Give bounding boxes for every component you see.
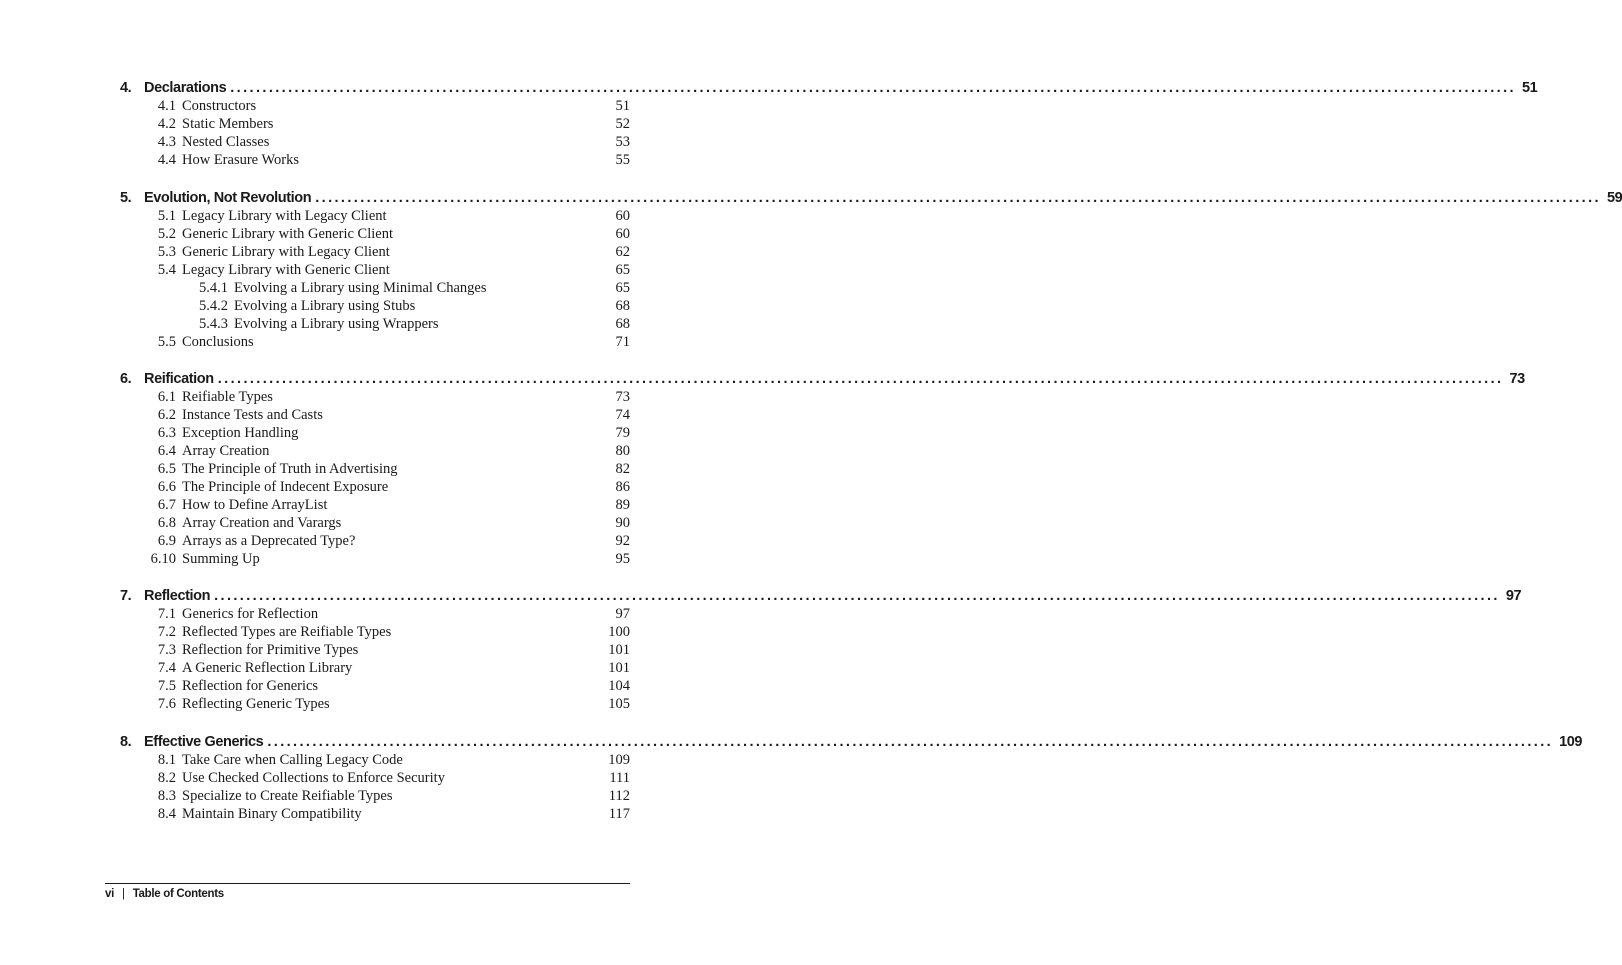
dot-leader: ........................................................................................................................................................................................................ <box>214 588 1500 604</box>
section-page-number: 109 <box>608 752 630 768</box>
section-entry[interactable] <box>120 389 630 407</box>
section-page-number: 95 <box>615 551 630 567</box>
section-number: 6.10 <box>150 551 176 567</box>
section-title: Reflecting Generic Types <box>182 696 330 712</box>
section-page-number: 53 <box>615 134 630 150</box>
chapter-page-number: 97 <box>1505 588 1522 604</box>
section-page-number: 92 <box>615 533 630 549</box>
chapter-entry <box>120 190 1622 352</box>
section-entry[interactable] <box>120 407 630 425</box>
chapter-entry <box>120 734 1583 824</box>
section-number: 8.1 <box>157 752 176 768</box>
section-number: 6.6 <box>157 479 176 495</box>
section-title: Maintain Binary Compatibility <box>182 806 362 822</box>
chapter-number: 4. <box>120 80 132 96</box>
section-title: Evolving a Library using Minimal Changes <box>234 280 487 296</box>
section-entry[interactable] <box>120 806 630 824</box>
section-entry[interactable] <box>120 152 630 170</box>
section-title: Conclusions <box>182 334 254 350</box>
section-title: Generics for Reflection <box>182 606 319 622</box>
chapter-number: 6. <box>120 371 132 387</box>
section-entry[interactable] <box>120 479 630 497</box>
section-entry[interactable] <box>120 497 630 515</box>
section-title: Static Members <box>182 116 274 132</box>
section-entry[interactable] <box>120 515 630 533</box>
dot-leader: ........................................................................................................................................................................................................ <box>230 80 1516 96</box>
section-entry[interactable] <box>120 98 630 116</box>
chapter-heading[interactable] <box>120 371 1525 389</box>
section-page-number: 79 <box>615 425 630 441</box>
dot-leader: ........................................................................................................................................................................................................ <box>267 734 1554 750</box>
section-number: 6.2 <box>157 407 176 423</box>
section-entry[interactable] <box>120 660 630 678</box>
section-page-number: 111 <box>609 770 630 786</box>
section-title: Specialize to Create Reifiable Types <box>182 788 393 804</box>
section-number: 7.2 <box>157 624 176 640</box>
section-page-number: 112 <box>608 788 630 804</box>
section-title: Array Creation <box>182 443 270 459</box>
section-title: Take Care when Calling Legacy Code <box>182 752 403 768</box>
chapter-title: Declarations <box>144 80 227 96</box>
chapter-number: 7. <box>120 588 132 604</box>
section-number: 5.4 <box>157 262 176 278</box>
section-page-number: 68 <box>615 298 630 314</box>
section-title: A Generic Reflection Library <box>182 660 353 676</box>
section-page-number: 51 <box>615 98 630 114</box>
section-number: 5.3 <box>157 244 176 260</box>
section-entry[interactable] <box>120 443 630 461</box>
section-page-number: 105 <box>608 696 630 712</box>
section-title: Reflection for Generics <box>182 678 319 694</box>
section-page-number: 82 <box>615 461 630 477</box>
section-title: Reflection for Primitive Types <box>182 642 359 658</box>
chapter-page-number: 59 <box>1606 190 1622 206</box>
section-page-number: 101 <box>608 660 630 676</box>
section-title: Generic Library with Generic Client <box>182 226 393 242</box>
section-number: 7.1 <box>157 606 176 622</box>
section-page-number: 74 <box>615 407 630 423</box>
section-number: 6.4 <box>157 443 176 459</box>
section-entry[interactable] <box>120 116 630 134</box>
chapter-page-number: 73 <box>1509 371 1525 387</box>
page-footer <box>105 888 224 904</box>
section-title: Instance Tests and Casts <box>182 407 323 423</box>
section-page-number: 65 <box>615 262 630 278</box>
section-entry[interactable] <box>120 642 630 660</box>
chapter-number: 8. <box>120 734 132 750</box>
section-number: 5.4.1 <box>199 280 228 296</box>
section-number: 7.6 <box>157 696 176 712</box>
section-number: 7.3 <box>157 642 176 658</box>
section-number: 5.5 <box>157 334 176 350</box>
chapter-number: 5. <box>120 190 132 206</box>
section-page-number: 86 <box>615 479 630 495</box>
section-entry[interactable] <box>120 696 630 714</box>
section-page-number: 100 <box>608 624 630 640</box>
section-number: 8.2 <box>157 770 176 786</box>
section-title: Evolving a Library using Wrappers <box>234 316 439 332</box>
section-page-number: 89 <box>615 497 630 513</box>
section-title: Reifiable Types <box>182 389 273 405</box>
section-page-number: 65 <box>615 280 630 296</box>
footer-running-title: Table of Contents <box>132 888 224 900</box>
section-title: Nested Classes <box>182 134 270 150</box>
section-page-number: 101 <box>608 642 630 658</box>
section-entry[interactable] <box>120 678 630 696</box>
section-number: 6.8 <box>157 515 176 531</box>
section-page-number: 62 <box>615 244 630 260</box>
section-title: How to Define ArrayList <box>182 497 328 513</box>
chapter-entry <box>120 80 1538 170</box>
section-entry[interactable] <box>120 770 630 788</box>
chapter-page-number: 109 <box>1559 734 1583 750</box>
subsection-entry[interactable] <box>120 316 630 334</box>
dot-leader: ........................................................................................................................................................................................................ <box>217 371 1504 387</box>
section-number: 6.1 <box>157 389 176 405</box>
chapter-title: Reflection <box>144 588 211 604</box>
section-page-number: 104 <box>608 678 630 694</box>
section-entry[interactable] <box>120 606 630 624</box>
section-number: 4.1 <box>157 98 176 114</box>
chapter-title: Effective Generics <box>144 734 264 750</box>
section-entry[interactable] <box>120 624 630 642</box>
section-page-number: 52 <box>615 116 630 132</box>
section-entry[interactable] <box>120 244 630 262</box>
section-title: Reflected Types are Reifiable Types <box>182 624 392 640</box>
chapter-heading[interactable] <box>120 588 1522 606</box>
section-title: Legacy Library with Legacy Client <box>182 208 387 224</box>
section-number: 6.7 <box>157 497 176 513</box>
section-title: Constructors <box>182 98 257 114</box>
section-number: 5.4.2 <box>199 298 228 314</box>
section-number: 7.5 <box>157 678 176 694</box>
chapter-heading[interactable] <box>120 734 1583 752</box>
section-number: 5.2 <box>157 226 176 242</box>
section-entry[interactable] <box>120 461 630 479</box>
section-page-number: 55 <box>615 152 630 168</box>
section-entry[interactable] <box>120 334 630 352</box>
section-entry[interactable] <box>120 425 630 443</box>
section-title: Legacy Library with Generic Client <box>182 262 390 278</box>
section-page-number: 117 <box>608 806 630 822</box>
section-number: 5.4.3 <box>199 316 228 332</box>
section-number: 4.3 <box>157 134 176 150</box>
footer-rule <box>105 883 630 884</box>
section-entry[interactable] <box>120 551 630 569</box>
chapter-title: Evolution, Not Revolution <box>144 190 312 206</box>
footer-page-number: vi <box>105 888 114 900</box>
footer-separator: | <box>122 888 125 900</box>
subsection-entry[interactable] <box>120 280 630 298</box>
section-entry[interactable] <box>120 208 630 226</box>
section-entry[interactable] <box>120 533 630 551</box>
dot-leader: ........................................................................................................................................................................................................ <box>315 190 1601 206</box>
section-entry[interactable] <box>120 262 630 280</box>
section-title: How Erasure Works <box>182 152 299 168</box>
section-entry[interactable] <box>120 788 630 806</box>
section-page-number: 68 <box>615 316 630 332</box>
section-number: 6.3 <box>157 425 176 441</box>
chapter-entry <box>120 371 1525 569</box>
chapter-entry <box>120 588 1522 714</box>
section-number: 4.4 <box>157 152 176 168</box>
section-number: 8.3 <box>157 788 176 804</box>
section-page-number: 60 <box>615 226 630 242</box>
section-page-number: 73 <box>615 389 630 405</box>
section-page-number: 60 <box>615 208 630 224</box>
section-number: 6.9 <box>157 533 176 549</box>
section-page-number: 97 <box>615 606 630 622</box>
chapter-title: Reification <box>144 371 214 387</box>
section-entry[interactable] <box>120 134 630 152</box>
section-title: Evolving a Library using Stubs <box>234 298 416 314</box>
section-title: Array Creation and Varargs <box>182 515 342 531</box>
section-entry[interactable] <box>120 752 630 770</box>
section-title: Arrays as a Deprecated Type? <box>182 533 356 549</box>
chapter-page-number: 51 <box>1521 80 1538 96</box>
section-page-number: 71 <box>615 334 630 350</box>
section-page-number: 90 <box>615 515 630 531</box>
subsection-entry[interactable] <box>120 298 630 316</box>
section-title: Summing Up <box>182 551 260 567</box>
section-title: The Principle of Truth in Advertising <box>182 461 398 477</box>
chapter-heading[interactable] <box>120 80 1538 98</box>
section-title: Generic Library with Legacy Client <box>182 244 390 260</box>
chapter-heading[interactable] <box>120 190 1622 208</box>
section-number: 4.2 <box>157 116 176 132</box>
section-page-number: 80 <box>615 443 630 459</box>
section-entry[interactable] <box>120 226 630 244</box>
section-number: 8.4 <box>157 806 176 822</box>
section-title: Use Checked Collections to Enforce Security <box>182 770 445 786</box>
section-number: 5.1 <box>157 208 176 224</box>
section-title: The Principle of Indecent Exposure <box>182 479 389 495</box>
section-number: 6.5 <box>157 461 176 477</box>
section-title: Exception Handling <box>182 425 299 441</box>
section-number: 7.4 <box>157 660 176 676</box>
